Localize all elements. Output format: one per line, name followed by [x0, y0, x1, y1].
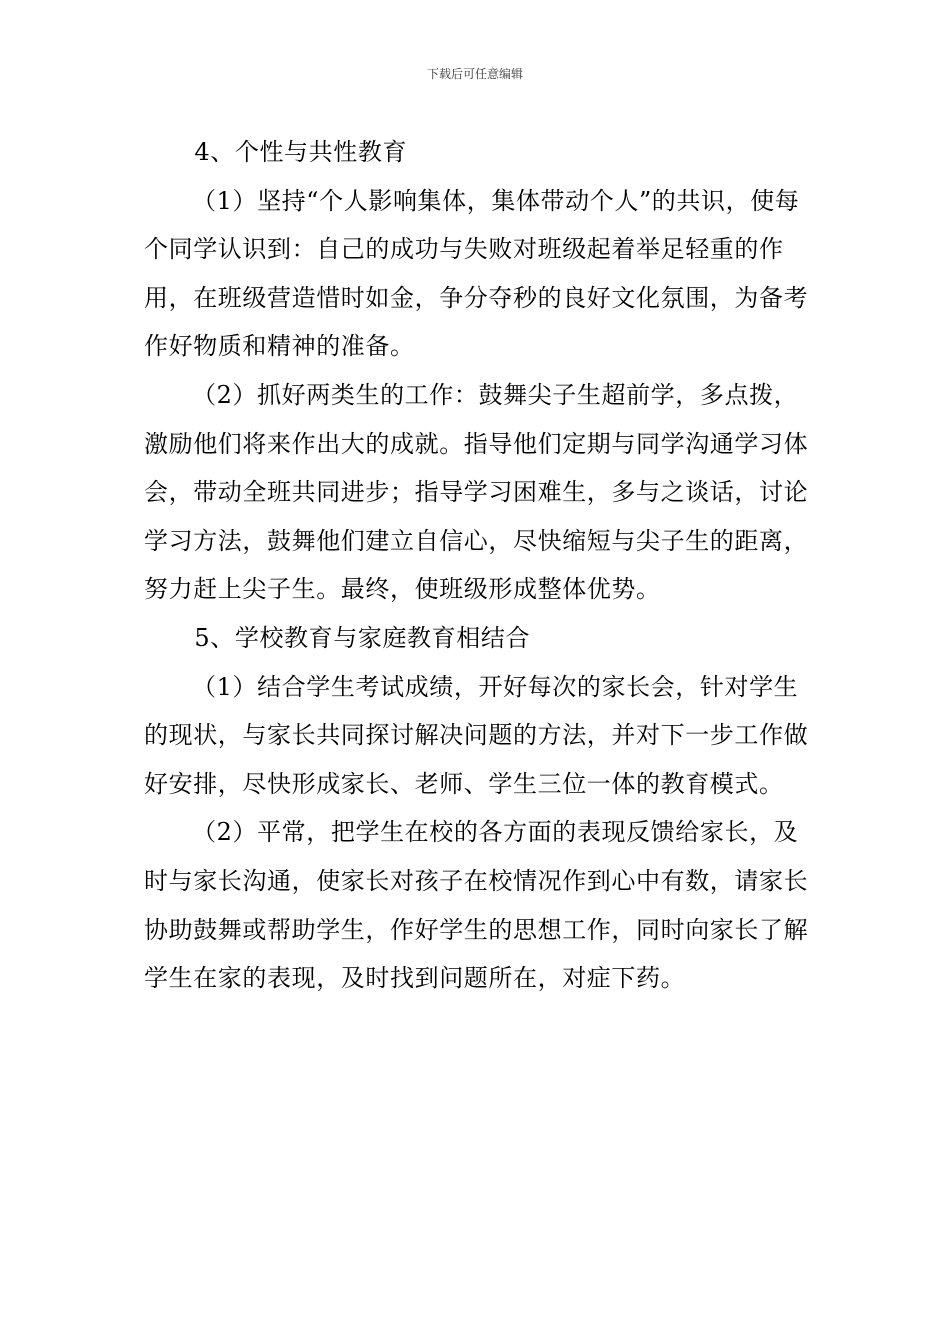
section-5-paragraph-2: （2）平常，把学生在校的各方面的表现反馈给家长，及时与家长沟通，使家长对孩子在校情况作到心中有数，请家长协助鼓舞或帮助学生，作好学生的思想工作，同时向家长了解学生在家的表现，及时找到问题所在，对症下药。 [144, 818, 809, 993]
document-body [144, 128, 816, 1003]
page-header: 下载后可任意编辑 [426, 67, 523, 81]
section-4-paragraph-2: （2）抓好两类生的工作：鼓舞尖子生超前学，多点拨，激励他们将来作出大的成就。指导他们定期与同学沟通学习体会，带动全班共同进步；指导学习困难生，多与之谈话，讨论学习方法，鼓舞他们建立自信心，尽快缩短与尖子生的距离，努力赶上尖子生。最终，使班级形成整体优势。 [144, 380, 809, 604]
section-4-heading: 4、个性与共性教育 [194, 138, 408, 166]
section-5-paragraph-1: （1）结合学生考试成绩，开好每次的家长会，针对学生的现状，与家长共同探讨解决问题的方法，并对下一步工作做好安排，尽快形成家长、老师、学生三位一体的教育模式。 [144, 672, 809, 798]
section-4-paragraph-1: （1）坚持“个人影响集体，集体带动个人”的共识，使每个同学认识到：自己的成功与失败对班级起着举足轻重的作用，在班级营造惜时如金，争分夺秒的良好文化氛围，为备考作好物质和精神的准备。 [144, 186, 809, 361]
section-5-heading: 5、学校教育与家庭教育相结合 [194, 623, 531, 652]
